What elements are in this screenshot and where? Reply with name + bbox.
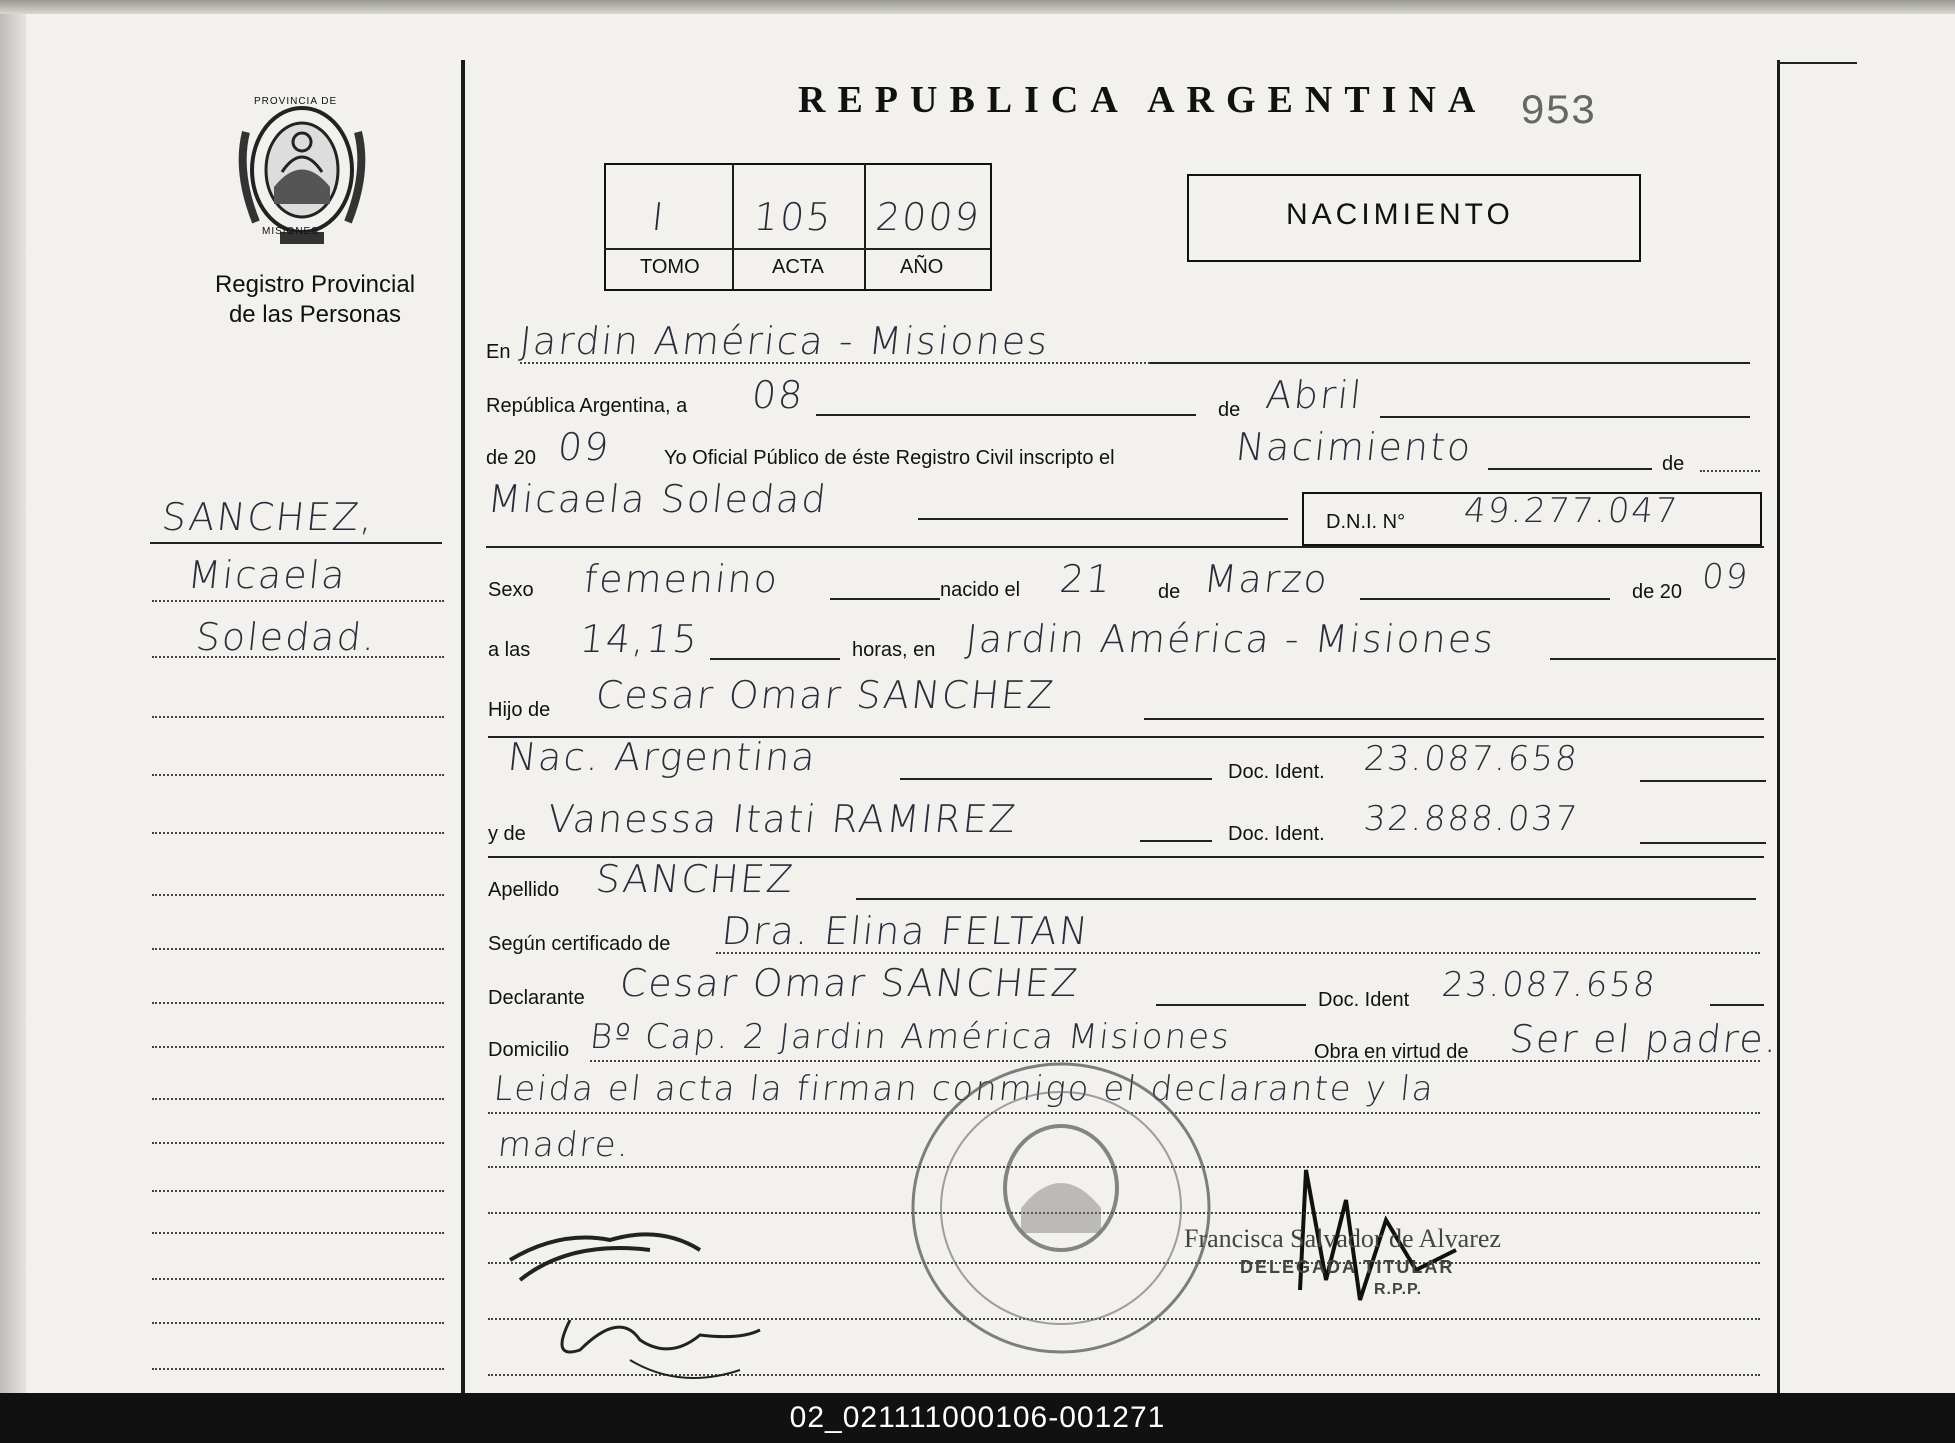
left-border-line: [461, 60, 465, 1393]
margin-line: [152, 1278, 444, 1280]
field-line: [1640, 842, 1766, 844]
dni-label: D.N.I. N°: [1326, 511, 1406, 533]
margin-line: [152, 1002, 444, 1004]
registry-name-line2: de las Personas: [228, 301, 402, 328]
nombre-value: Micaela Soledad: [485, 477, 830, 521]
margin-underline: [150, 542, 442, 544]
record-type-label: NACIMIENTO: [1286, 198, 1514, 231]
de-label-2: de: [1662, 453, 1685, 475]
margin-line: [152, 1190, 444, 1192]
page-number-stamp: 953: [1520, 88, 1596, 136]
doc-label-2: Doc. Ident.: [1228, 823, 1325, 845]
acta-label: ACTA: [772, 256, 824, 278]
oficial-label: Yo Oficial Público de éste Registro Civil inscripto el: [664, 447, 1115, 469]
hora-value: 14,15: [577, 617, 702, 661]
section-divider: [486, 546, 1764, 548]
logo-text-top: PROVINCIA DE: [254, 96, 338, 107]
declarante-label: Declarante: [488, 987, 585, 1009]
scan-top-edge: [0, 0, 1955, 14]
nac-anio-suffix-value: 09: [1699, 557, 1752, 597]
declarante-doc-value: 23.087.658: [1439, 965, 1659, 1005]
grid-divider: [732, 163, 734, 289]
leida-line2: madre.: [495, 1125, 633, 1165]
logo-text-bottom: MISIONES: [262, 226, 319, 237]
doc-label: Doc. Ident.: [1228, 761, 1325, 783]
dni-value: 49.277.047: [1461, 491, 1681, 531]
field-line: [1550, 658, 1776, 660]
de20-label-2: de 20: [1632, 581, 1683, 603]
margin-middlename: Soledad.: [193, 615, 380, 659]
madre-value: Vanessa Itati RAMIREZ: [545, 797, 1020, 841]
field-line: [710, 658, 840, 660]
field-line: [1380, 416, 1750, 418]
anio-suffix-value: 09: [555, 425, 613, 469]
field-line: [918, 518, 1288, 520]
field-line: [716, 952, 1760, 954]
margin-line: [152, 716, 444, 718]
republica-label: República Argentina, a: [486, 395, 688, 417]
declarante-value: Cesar Omar SANCHEZ: [617, 961, 1082, 1005]
de20-label: de 20: [486, 447, 537, 469]
top-right-corner-line: [1777, 62, 1857, 64]
apellido-value: SANCHEZ: [593, 857, 797, 901]
obra-value: Ser el padre.: [1507, 1017, 1782, 1061]
grid-divider: [604, 248, 990, 250]
officer-name-stamp: Francisca Salvador de Alvarez: [1184, 1224, 1501, 1253]
nacido-label: nacido el: [940, 579, 1021, 601]
nac-mes-value: Marzo: [1201, 557, 1332, 601]
margin-line: [152, 600, 444, 602]
right-border-line: [1777, 60, 1780, 1393]
de-label: de: [1218, 399, 1241, 421]
margin-line: [152, 1046, 444, 1048]
doc-label-3: Doc. Ident: [1318, 989, 1410, 1011]
domicilio-value: Bº Cap. 2 Jardin América Misiones: [587, 1017, 1234, 1057]
grid-divider: [864, 163, 866, 289]
margin-line: [152, 656, 444, 658]
field-line: [1150, 362, 1750, 364]
barcode-id-footer: 02_021111000106-001271: [0, 1393, 1955, 1443]
margin-surname: SANCHEZ,: [159, 495, 377, 539]
official-round-stamp: [906, 1058, 1216, 1358]
de-label-3: de: [1158, 581, 1181, 603]
declarant-signature: [500, 1220, 820, 1380]
field-line: [1488, 468, 1652, 470]
nac-dia-value: 21: [1057, 557, 1115, 601]
margin-line: [152, 1142, 444, 1144]
field-line: [830, 598, 940, 600]
anio-label: AÑO: [900, 256, 944, 278]
margin-line: [152, 1232, 444, 1234]
lugar-value: Jardin América - Misiones: [517, 319, 1052, 363]
acta-value: 105: [751, 195, 835, 239]
field-line: [1710, 1004, 1764, 1006]
sexo-value: femenino: [581, 557, 782, 601]
alas-label: a las: [488, 639, 531, 661]
margin-firstname: Micaela: [185, 553, 350, 597]
certificado-value: Dra. Elina FELTAN: [719, 909, 1092, 953]
margin-line: [152, 1368, 444, 1370]
field-line: [900, 778, 1212, 780]
officer-title-stamp: DELEGADA TITULAR: [1240, 1257, 1455, 1277]
padre-value: Cesar Omar SANCHEZ: [593, 673, 1058, 717]
leida-line1: Leida el acta la firman conmigo el declarante y la: [491, 1069, 1437, 1109]
tomo-value: I: [649, 195, 668, 239]
field-line: [856, 898, 1756, 900]
country-title: REPUBLICA ARGENTINA: [798, 79, 1488, 121]
madre-doc-value: 32.888.037: [1361, 799, 1581, 839]
field-line: [1640, 780, 1766, 782]
margin-line: [152, 832, 444, 834]
en-label: En: [486, 341, 511, 363]
field-line: [1156, 1004, 1306, 1006]
margin-line: [152, 948, 444, 950]
field-line: [816, 414, 1196, 416]
obra-label: Obra en virtud de: [1314, 1041, 1469, 1063]
field-line: [1144, 718, 1764, 720]
field-line: [520, 362, 1150, 364]
field-line: [1140, 840, 1212, 842]
margin-line: [152, 774, 444, 776]
field-line: [1700, 470, 1760, 472]
misiones-coat-of-arms-logo: [232, 92, 372, 247]
apellido-label: Apellido: [488, 879, 560, 901]
field-line: [1360, 598, 1610, 600]
officer-org-stamp: R.P.P.: [1374, 1281, 1423, 1298]
certificado-label: Según certificado de: [488, 933, 671, 955]
margin-line: [152, 1098, 444, 1100]
dia-value: 08: [749, 373, 807, 417]
tipo-value: Nacimiento: [1233, 425, 1475, 469]
tomo-label: TOMO: [640, 256, 700, 278]
hijo-label: Hijo de: [488, 699, 551, 721]
horas-label: horas, en: [852, 639, 936, 661]
scan-left-edge: [0, 14, 26, 1393]
margin-line: [152, 1322, 444, 1324]
mes-value: Abril: [1263, 373, 1366, 417]
margin-line: [152, 894, 444, 896]
anio-value: 2009: [873, 195, 984, 239]
sexo-label: Sexo: [488, 579, 534, 601]
nac-lugar-value: Jardin América - Misiones: [963, 617, 1498, 661]
domicilio-label: Domicilio: [488, 1039, 570, 1061]
registry-name-line1: Registro Provincial: [214, 271, 416, 298]
yde-label: y de: [488, 823, 526, 845]
padre-nacionalidad-value: Nac. Argentina: [505, 735, 820, 779]
padre-doc-value: 23.087.658: [1361, 739, 1581, 779]
